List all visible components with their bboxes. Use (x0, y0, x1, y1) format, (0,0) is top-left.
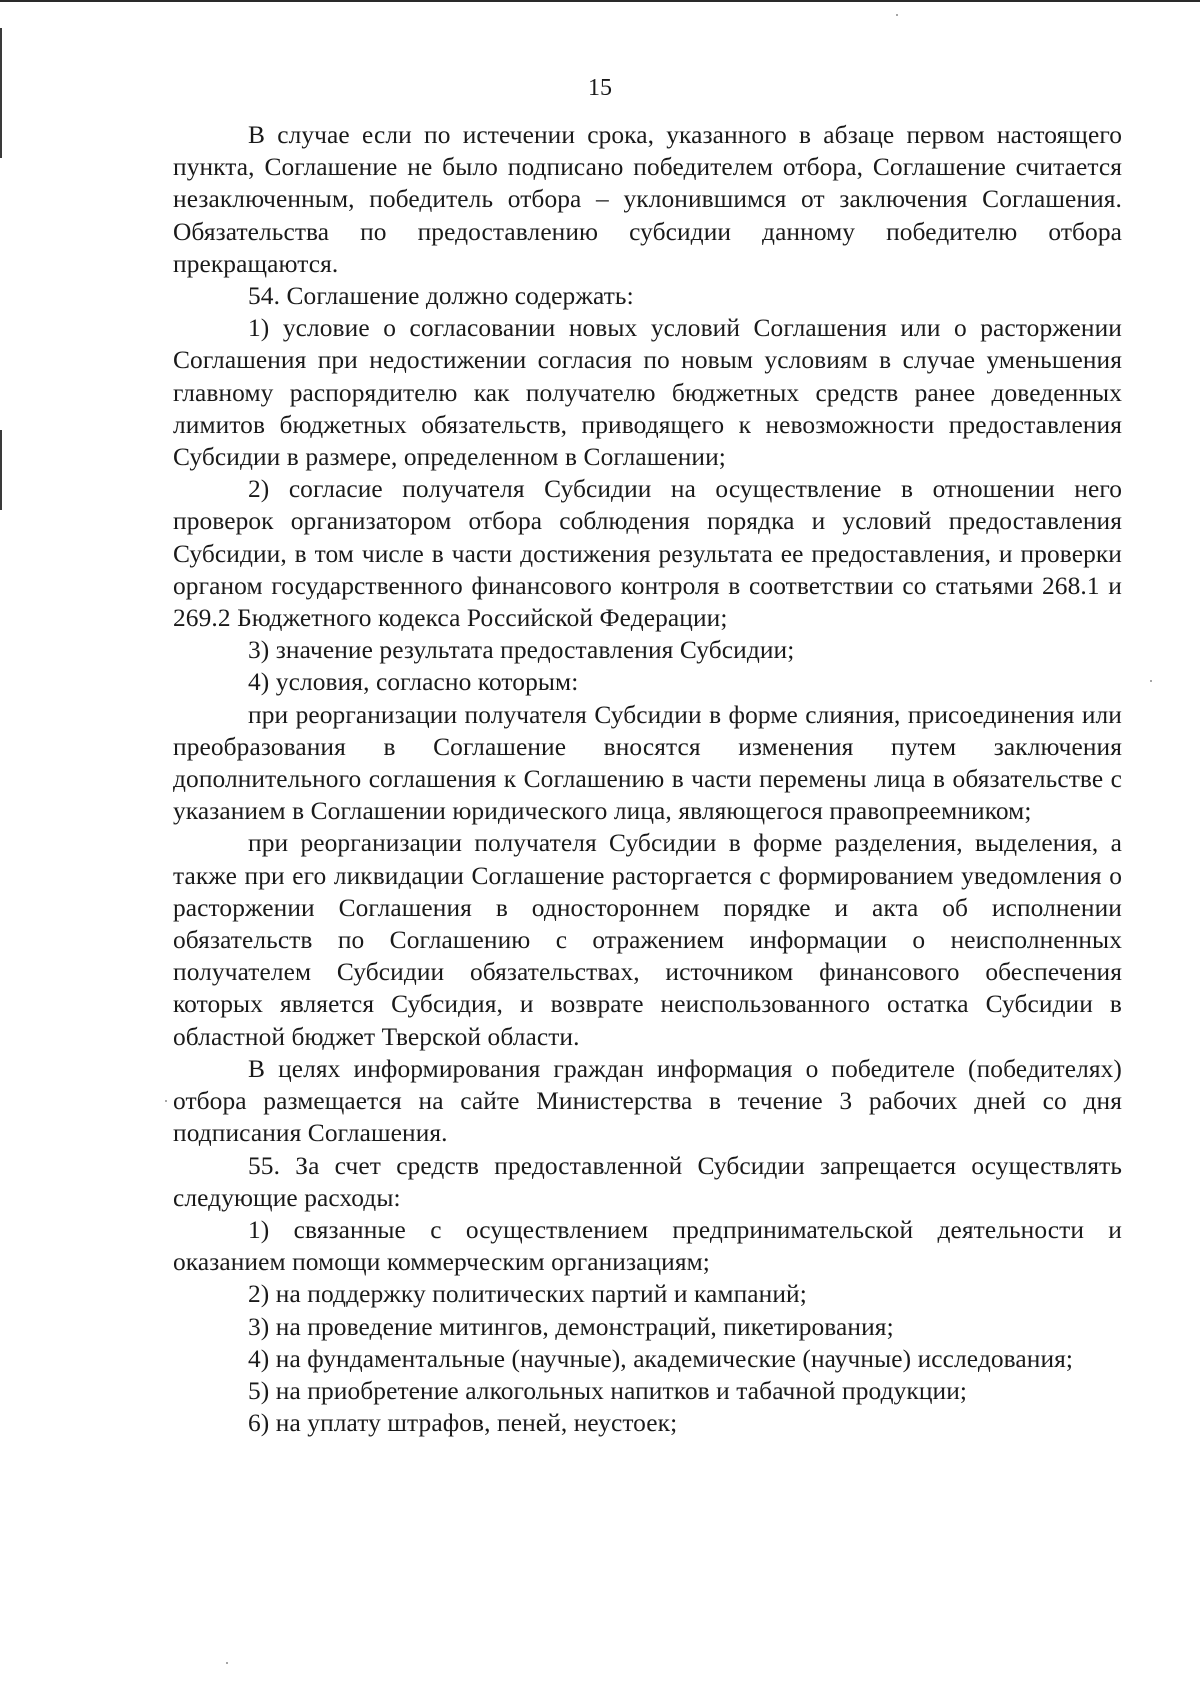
paragraph: 6) на уплату штрафов, пеней, неустоек; (248, 1409, 678, 1438)
scan-speck (896, 14, 898, 16)
paragraph: 1) связанные с осуществлением предпринимательской деятельности и оказанием помощи коммерческим организациям; (173, 1215, 1122, 1277)
paragraph: 55. За счет средств предоставленной Субсидии запрещается осуществлять следующие расходы: (173, 1151, 1122, 1212)
paragraph: 54. Соглашение должно содержать: (248, 282, 634, 311)
paragraph: 2) на поддержку политических партий и кампаний; (248, 1280, 807, 1309)
paragraph: при реорганизации получателя Субсидии в форме слияния, присоединения или преобразования в Соглашение вносятся изменения путем заключения дополнительного соглашения к Соглашению в части перемены лица в обязательстве с указанием в Соглашении юридического лица, являющегося правопреемником; (173, 700, 1122, 826)
paragraph: 5) на приобретение алкогольных напитков и табачной продукции; (248, 1376, 968, 1405)
scan-speck (165, 1100, 167, 1102)
paragraph: В случае если по истечении срока, указанного в абзаце первом настоящего пункта, Соглашение не было подписано победителем отбора, Соглашение считается незаключенным, победитель отбора – уклонившимся от заключения Соглашения. Обязательства по предоставлению субсидии данному победителю отбора прекращаются. (173, 121, 1122, 278)
page-number: 15 (588, 75, 612, 101)
paragraph: 2) согласие получателя Субсидии на осуществление в отношении него проверок организатором отбора соблюдения порядка и условий предоставления Субсидии, в том числе в части достижения результата ее предоставления, и проверки органом государственного финансового контроля в соответствии со статьями 268.1 и 269.2 Бюджетного кодекса Российской Федерации; (173, 475, 1122, 633)
paragraph: 3) значение результата предоставления Субсидии; (248, 636, 795, 665)
document-body (173, 119, 1122, 1439)
scan-edge-top (0, 0, 1200, 2)
scan-speck (1150, 680, 1152, 682)
scan-edge-left (0, 430, 2, 510)
paragraph: 1) условие о согласовании новых условий Соглашения или о расторжении Соглашения при недостижении согласия по новым условиям в случае уменьшения главному распорядителю как получателю бюджетных средств ранее доведенных лимитов бюджетных обязательств, приводящего к невозможности предоставления Субсидии в размере, определенном в Соглашении; (173, 314, 1122, 472)
paragraph: при реорганизации получателя Субсидии в форме разделения, выделения, а также при его ликвидации Соглашение расторгается с формированием уведомления о расторжении Соглашения в одностороннем порядке и акта об исполнении обязательств по Соглашению с отражением информации о неисполненных получателем Субсидии обязательствах, источником финансового обеспечения которых является Субсидия, и возврате неиспользованного остатка Субсидии в областной бюджет Тверской области. (173, 829, 1122, 1051)
paragraph: В целях информирования граждан информация о победителе (победителях) отбора размещается на сайте Министерства в течение 3 рабочих дней со дня подписания Соглашения. (173, 1054, 1122, 1148)
paragraph: 4) на фундаментальные (научные), академические (научные) исследования; (248, 1344, 1074, 1373)
scan-speck (226, 1662, 228, 1664)
paragraph: 4) условия, согласно которым: (248, 668, 579, 697)
paragraph: 3) на проведение митингов, демонстраций, пикетирования; (248, 1312, 894, 1341)
